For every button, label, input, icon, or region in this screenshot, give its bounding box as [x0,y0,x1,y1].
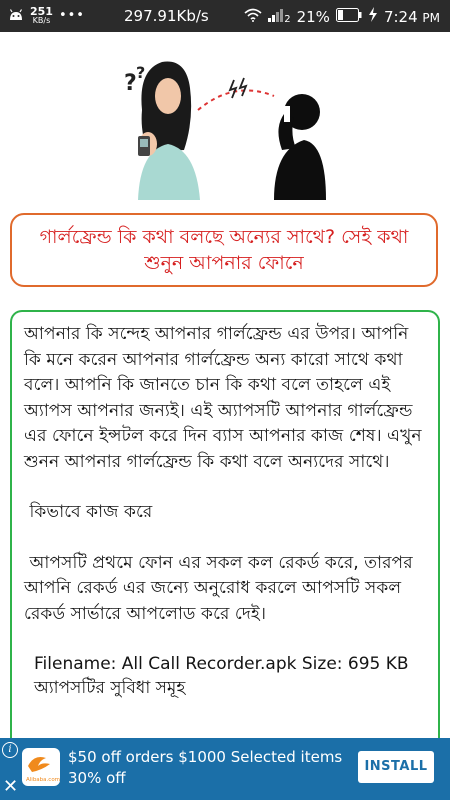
description-paragraph-2: আপসটি প্রথমে ফোন এর সকল কল রেকর্ড করে, তারপর আপনি রেকর্ড এর জন্যে অনুরোধ করলে আপসটি সকল রেকর্ড সার্ভারে আপলোড করে দেই। [24,552,419,624]
charging-icon [368,7,378,26]
network-speed: 297.91Kb/s [124,7,209,25]
description-paragraph-1: আপনার কি সন্দেহ আপনার গার্লফ্রেন্ড এর উপর। আপনি কি মনে করেন আপনার গার্লফ্রেন্ড অন্য কারো সাথে কথা বলে। আপনি কি জানতে চান কি কথা বলে তাহলে এই অ্যাপস আপনার জন্যই। এই অ্যাপসটি আপনার গার্লফ্রেন্ড এর ফোনে ইন্সটল করে দিন ব্যাস আপনার কাজ শেষ। এখুন শুনন আপনার গার্লফ্রেন্ড কি কথা বলে অন্যদের সাথে। [24,324,422,472]
title-card [10,213,438,287]
alibaba-logo-text: Alibaba.com [26,777,60,783]
filename-info: Filename: All Call Recorder.apk Size: 695 KB অ্যাপসটির সুবিধা সমূহ [34,654,409,698]
install-button[interactable]: INSTALL [358,751,434,783]
android-icon [8,6,24,25]
status-time [384,8,440,26]
data-speed-unit: KB/s [32,16,51,25]
status-bar [0,0,450,32]
signal-icon [268,8,284,26]
description-card [10,310,440,750]
status-bar-right [244,7,440,26]
data-speed-value: 251 [30,5,53,18]
page-title: গার্লফ্রেন্ড কি কথা বলছে অন্যের সাথে? সেই কথা শুনুন আপনার ফোনে [39,226,409,274]
sim-label: 2 [284,14,291,25]
ad-info-icon[interactable]: i [2,742,18,758]
question-mark-text: ? [124,71,137,96]
wifi-icon [244,8,262,26]
notification-dots-icon: ••• [58,8,85,23]
how-it-works-heading: কিভাবে কাজ করে [24,502,153,522]
battery-icon [336,8,362,26]
svg-text:?: ? [136,63,146,82]
alibaba-logo [22,748,60,786]
data-speed-indicator [30,6,53,25]
time-am-pm: PM [422,10,440,25]
ad-close-icon[interactable]: ✕ [3,776,19,797]
couple-phone-call-illustration [124,40,326,200]
ad-banner[interactable] [0,738,450,800]
time-value: 7:24 [383,7,418,26]
description-text [12,312,438,700]
status-bar-left [8,6,85,25]
battery-percent: 21% [296,7,330,26]
ad-text[interactable]: $50 off orders $1000 Selected items 30% off [68,748,343,787]
